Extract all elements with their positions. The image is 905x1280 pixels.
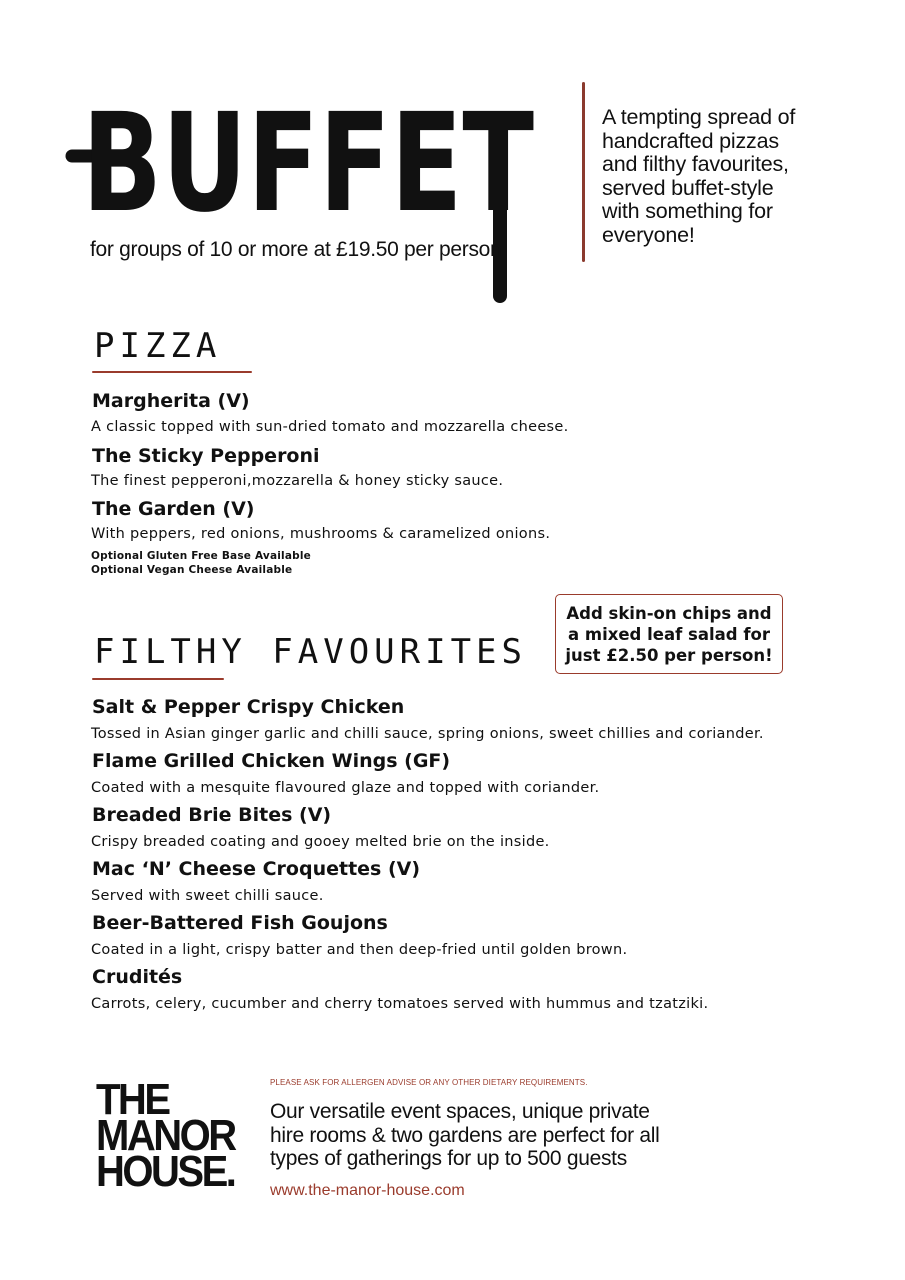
tagline-line: with something for	[602, 199, 773, 223]
menu-item-name: Breaded Brie Bites (V)	[92, 804, 332, 826]
title-text: BUFFET	[82, 85, 535, 243]
promo-line: a mixed leaf salad for	[568, 624, 770, 644]
menu-item-desc: Crispy breaded coating and gooey melted brie on the inside.	[91, 834, 550, 850]
events-line: Our versatile event spaces, unique private	[270, 1100, 650, 1123]
buffet-title-graphic	[64, 78, 544, 308]
pizza-heading-rule	[92, 371, 252, 373]
menu-item-desc: The finest pepperoni,mozzarella & honey sticky sauce.	[91, 473, 504, 489]
logo-line: HOUSE.	[96, 1147, 235, 1196]
promo-line: Add skin-on chips and	[566, 603, 772, 623]
buffet-subtitle: for groups of 10 or more at £19.50 per person	[90, 238, 502, 261]
menu-item-name: Salt & Pepper Crispy Chicken	[92, 696, 405, 718]
menu-item-name: Beer-Battered Fish Goujons	[92, 912, 388, 934]
menu-item-name: Margherita (V)	[92, 390, 250, 412]
tagline-line: served buffet-style	[602, 175, 774, 200]
menu-item-name: Crudités	[92, 966, 183, 988]
promo-line: just £2.50 per person!	[565, 645, 773, 665]
menu-item-name: The Sticky Pepperoni	[92, 445, 320, 467]
header-divider	[582, 82, 585, 262]
menu-item-name: The Garden (V)	[92, 498, 255, 520]
events-line: hire rooms & two gardens are perfect for all	[270, 1123, 660, 1147]
allergen-note: PLEASE ASK FOR ALLERGEN ADVISE OR ANY OTHER DIETARY REQUIREMENTS.	[270, 1078, 588, 1087]
pizza-heading: PIZZA	[94, 326, 222, 366]
pizza-option-note: Optional Vegan Cheese Available	[91, 564, 293, 576]
menu-item-desc: A classic topped with sun-dried tomato and mozzarella cheese.	[91, 419, 569, 435]
logo-line: MANOR	[96, 1111, 235, 1160]
logo-line: THE	[96, 1075, 169, 1124]
menu-item-desc: Served with sweet chilli sauce.	[91, 888, 324, 904]
menu-item-desc: With peppers, red onions, mushrooms & caramelized onions.	[91, 526, 551, 542]
tagline-line: A tempting spread of	[602, 105, 796, 129]
favourites-heading-rule	[92, 678, 224, 680]
tagline-line: and filthy favourites,	[602, 152, 789, 176]
menu-item-desc: Tossed in Asian ginger garlic and chilli sauce, spring onions, sweet chillies and coriander.	[91, 726, 764, 742]
event-spaces-blurb	[270, 1100, 710, 1171]
header-tagline	[602, 106, 882, 247]
menu-item-name: Mac ‘N’ Cheese Croquettes (V)	[92, 858, 421, 880]
events-line: types of gatherings for up to 500 guests	[270, 1147, 627, 1170]
menu-item-desc: Coated with a mesquite flavoured glaze and topped with coriander.	[91, 780, 600, 796]
menu-item-desc: Carrots, celery, cucumber and cherry tomatoes served with hummus and tzatziki.	[91, 996, 709, 1012]
menu-item-name: Flame Grilled Chicken Wings (GF)	[92, 750, 451, 772]
tagline-line: handcrafted pizzas	[602, 128, 779, 153]
buffet-title	[64, 78, 544, 308]
tagline-line: everyone!	[602, 222, 695, 247]
website-link[interactable]: www.the-manor-house.com	[270, 1182, 465, 1199]
favourites-heading: FILTHY FAVOURITES	[94, 632, 527, 672]
menu-item-desc: Coated in a light, crispy batter and then deep-fried until golden brown.	[91, 942, 628, 958]
pizza-option-note: Optional Gluten Free Base Available	[91, 550, 311, 562]
chips-salad-promo-box	[555, 594, 783, 674]
manor-house-logo	[96, 1075, 235, 1196]
